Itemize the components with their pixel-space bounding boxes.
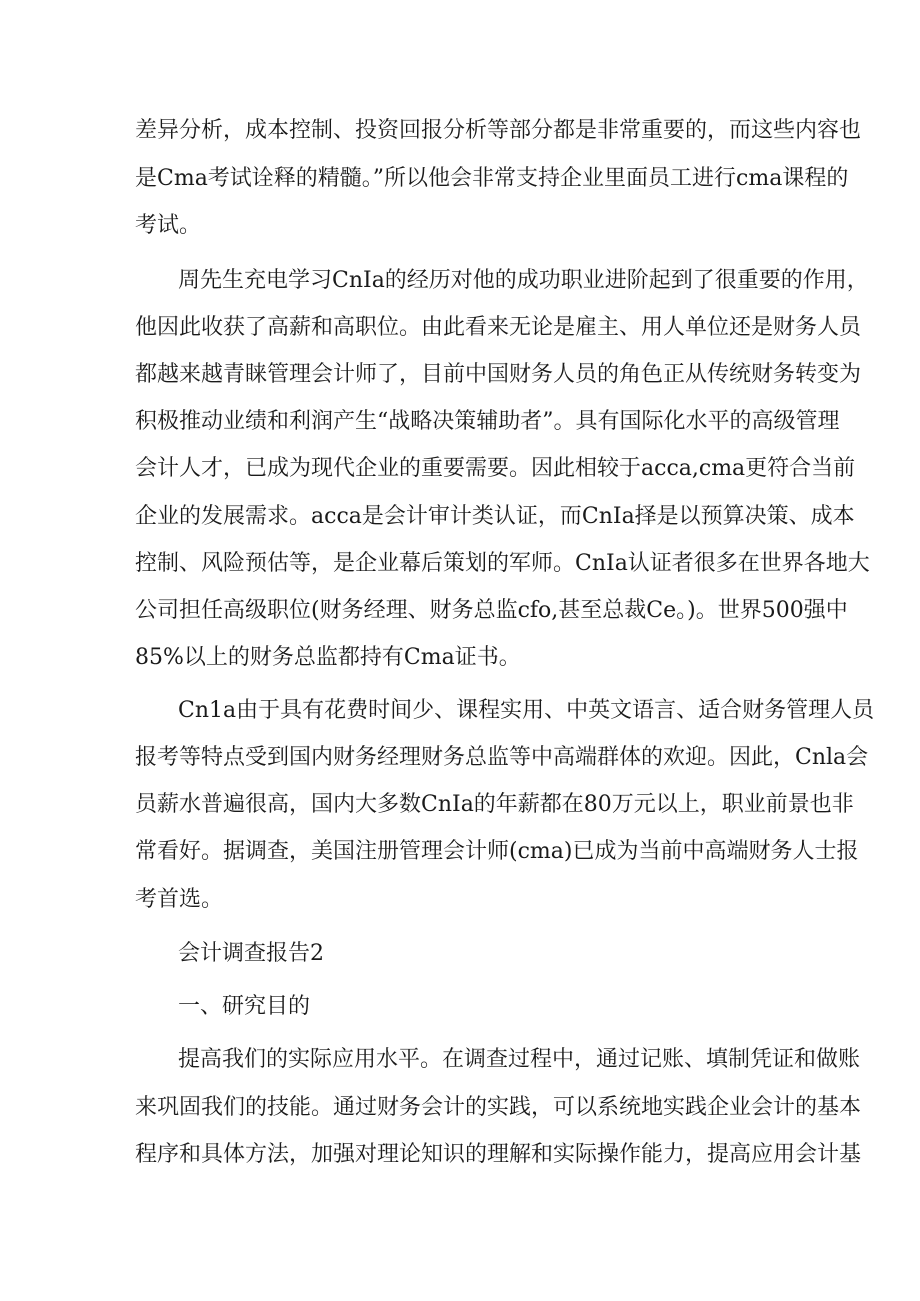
text-line — [0, 1086, 920, 1130]
text-line — [0, 636, 920, 680]
text-line — [0, 306, 920, 350]
text-line — [0, 783, 920, 827]
text-line — [0, 157, 920, 201]
paragraph-1-line-1: 差异分析，成本控制、投资回报分析等部分都是非常重要的，而这些内容也 — [135, 118, 862, 143]
paragraph-3-line-1: Cn1a由于具有花费时间少、课程实用、中英文语言、适合财务管理人员 — [178, 698, 875, 723]
text-line — [0, 932, 920, 976]
paragraph-2-line-4: 积极推动业绩和利润产生“战略决策辅助者”。具有国际化水平的高级管理 — [135, 409, 840, 434]
text-line — [0, 204, 920, 248]
paragraph-4-line-3: 程序和具体方法，加强对理论知识的理解和实际操作能力，提高应用会计基 — [135, 1142, 862, 1167]
text-line — [0, 109, 920, 153]
paragraph-4-line-1: 提高我们的实际应用水平。在调查过程中，通过记账、填制凭证和做账 — [178, 1047, 861, 1072]
paragraph-4-line-2: 来巩固我们的技能。通过财务会计的实践，可以系统地实践企业会计的基本 — [135, 1095, 862, 1120]
paragraph-2-line-5: 会计人才，已成为现代企业的重要需要。因此相较于acca,cma更符合当前 — [135, 456, 856, 481]
text-line — [0, 447, 920, 491]
text-line — [0, 985, 920, 1029]
paragraph-2-line-1: 周先生充电学习CnIa的经历对他的成功职业进阶起到了很重要的作用， — [178, 268, 869, 293]
paragraph-2-line-9: 85%以上的财务总监都持有Cma证书。 — [135, 645, 521, 670]
text-line — [0, 878, 920, 922]
paragraph-2-line-2: 他因此收获了高薪和高职位。由此看来无论是雇主、用人单位还是财务人员 — [135, 315, 862, 340]
paragraph-2-line-6: 企业的发展需求。acca是会计审计类认证，而CnIa择是以预算决策、成本 — [135, 504, 855, 529]
paragraph-3-line-2: 报考等特点受到国内财务经理财务总监等中高端群体的欢迎。因此，Cnla会 — [135, 745, 869, 770]
paragraph-3-line-5: 考首选。 — [135, 887, 224, 912]
text-line — [0, 542, 920, 586]
text-line — [0, 689, 920, 733]
paragraph-1-line-3: 考试。 — [135, 213, 202, 238]
paragraph-3-line-4: 常看好。据调查，美国注册管理会计师(cma)已成为当前中高端财务人士报 — [135, 839, 859, 864]
text-line — [0, 1133, 920, 1177]
paragraph-2-line-3: 都越来越青睐管理会计师了，目前中国财务人员的角色正从传统财务转变为 — [135, 362, 862, 387]
text-line — [0, 589, 920, 633]
text-line — [0, 259, 920, 303]
paragraph-1-line-2: 是Cma考试诠释的精髓。”所以他会非常支持企业里面员工进行cma课程的 — [135, 166, 849, 191]
text-line — [0, 830, 920, 874]
text-line — [0, 495, 920, 539]
text-line — [0, 353, 920, 397]
section-title: 会计调查报告2 — [178, 941, 324, 966]
text-line — [0, 400, 920, 444]
subsection-heading: 一、研究目的 — [178, 994, 311, 1019]
paragraph-2-line-7: 控制、风险预估等，是企业幕后策划的军师。CnIa认证者很多在世界各地大 — [135, 551, 870, 576]
paragraph-3-line-3: 员薪水普遍很高，国内大多数CnIa的年薪都在80万元以上，职业前景也非 — [135, 792, 854, 817]
text-line — [0, 1038, 920, 1082]
paragraph-2-line-8: 公司担任高级职位(财务经理、财务总监cfo,甚至总裁Ce。)。世界500强中 — [135, 598, 848, 623]
text-line — [0, 736, 920, 780]
